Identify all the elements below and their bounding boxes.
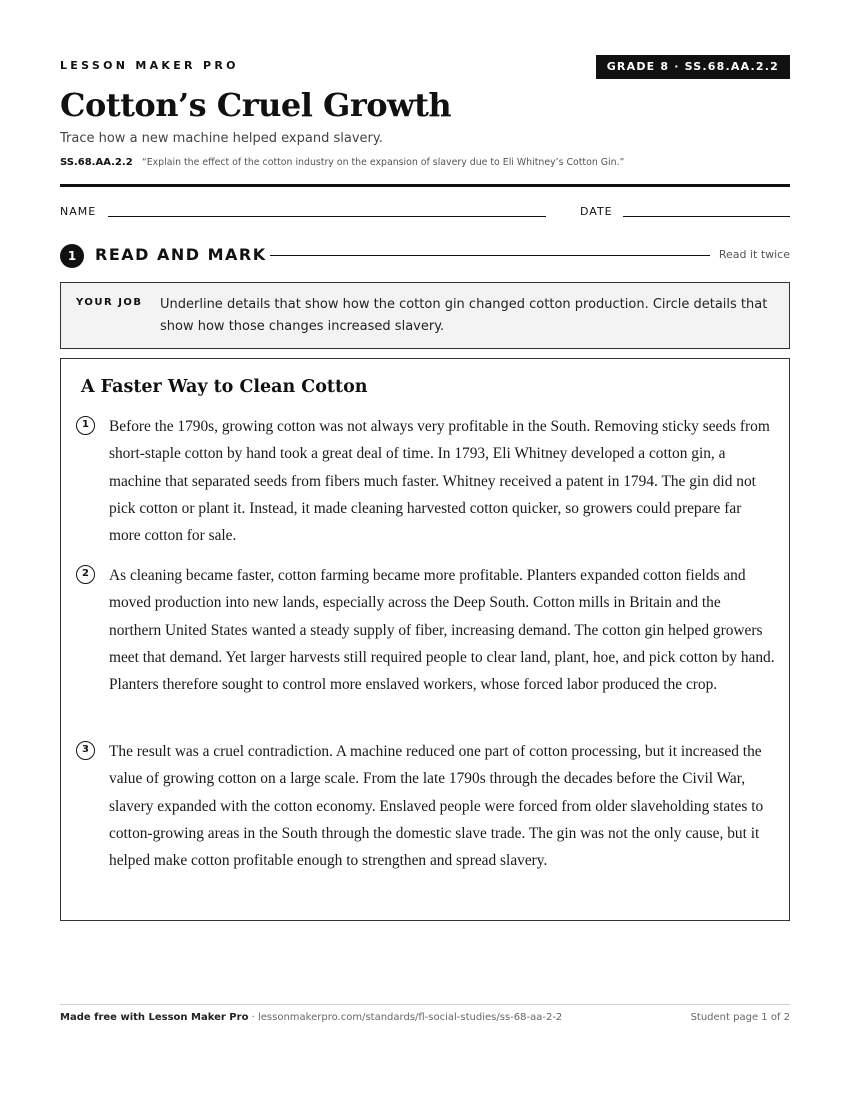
footer-made-with: Made free with Lesson Maker Pro — [60, 1012, 249, 1023]
section-number-badge: 1 — [60, 244, 84, 268]
standard-quote: “Explain the effect of the cotton industry on the expansion of slavery due to Eli Whitney’s Cotton Gin.” — [141, 157, 625, 168]
paragraph-number: 2 — [76, 565, 95, 584]
grade-badge: GRADE 8 · SS.68.AA.2.2 — [596, 55, 790, 79]
footer-separator: · — [248, 1012, 258, 1023]
paragraph-text: As cleaning became faster, cotton farming became more profitable. Planters expanded cotton fields and moved production into new lands, especially across the Deep South. Cotton mills in Britain and the northern United States wanted a steady supply of fiber, increasing demand. The cotton gin helped growers meet that demand. Yet larger harvests still required people to clear land, plant, hoe, and pick cotton by hand. Planters therefore sought to control more enslaved workers, whose forced labor produced the crop. — [109, 567, 775, 694]
header-top — [60, 55, 790, 79]
footer — [60, 1012, 790, 1028]
page-title: Cotton’s Cruel Growth — [60, 86, 452, 124]
section-header — [60, 243, 790, 269]
standard-line — [60, 157, 624, 168]
section-note: Read it twice — [718, 248, 790, 261]
paragraph-number: 3 — [76, 741, 95, 760]
page-subtitle: Trace how a new machine helped expand slavery. — [60, 131, 383, 146]
name-field[interactable] — [108, 216, 546, 217]
standard-code: SS.68.AA.2.2 — [60, 157, 133, 168]
name-date-row — [60, 204, 790, 220]
footer-page-number: Student page 1 of 2 — [690, 1012, 790, 1023]
name-label: NAME — [60, 205, 97, 218]
paragraph-text: The result was a cruel contradiction. A machine reduced one part of cotton processing, but it increased the value of growing cotton on a large scale. From the late 1790s through the decades before the Civil War, slavery expanded with the cotton economy. Enslaved people were forced from older slaveholding states to cotton-growing areas in the South through the domestic slave trade. The gin was not the only cause, but it helped make cotton profitable enough to strengthen and spread slavery. — [109, 743, 764, 870]
section-title: READ AND MARK — [95, 245, 267, 264]
reading-title: A Faster Way to Clean Cotton — [81, 377, 368, 397]
date-field[interactable] — [623, 216, 790, 217]
brand-name: LESSON MAKER PRO — [60, 59, 239, 72]
footer-divider — [60, 1004, 790, 1005]
paragraph-text: Before the 1790s, growing cotton was not always very profitable in the South. Removing sticky seeds from short-staple cotton by hand took a great deal of time. In 1793, Eli Whitney developed a cotton gin, a machine that separated seeds from fibers much faster. Whitney received a patent in 1794. The gin did not pick cotton or plant it. Instead, it made cleaning harvested cotton quicker, so growers could prepare far more cotton for sale. — [109, 418, 770, 545]
footer-url[interactable]: lessonmakerpro.com/standards/fl-social-studies/ss-68-aa-2-2 — [257, 1012, 563, 1023]
reading-passage — [60, 358, 790, 921]
your-job-box — [60, 282, 790, 349]
header-divider — [60, 184, 790, 187]
your-job-text: Underline details that show how the cotton gin changed cotton production. Circle details that show how those changes increased slavery. — [160, 297, 768, 334]
paragraph-number: 1 — [76, 416, 95, 435]
date-label: DATE — [580, 205, 613, 218]
section-divider — [270, 255, 710, 256]
your-job-label: YOUR JOB — [76, 297, 143, 308]
